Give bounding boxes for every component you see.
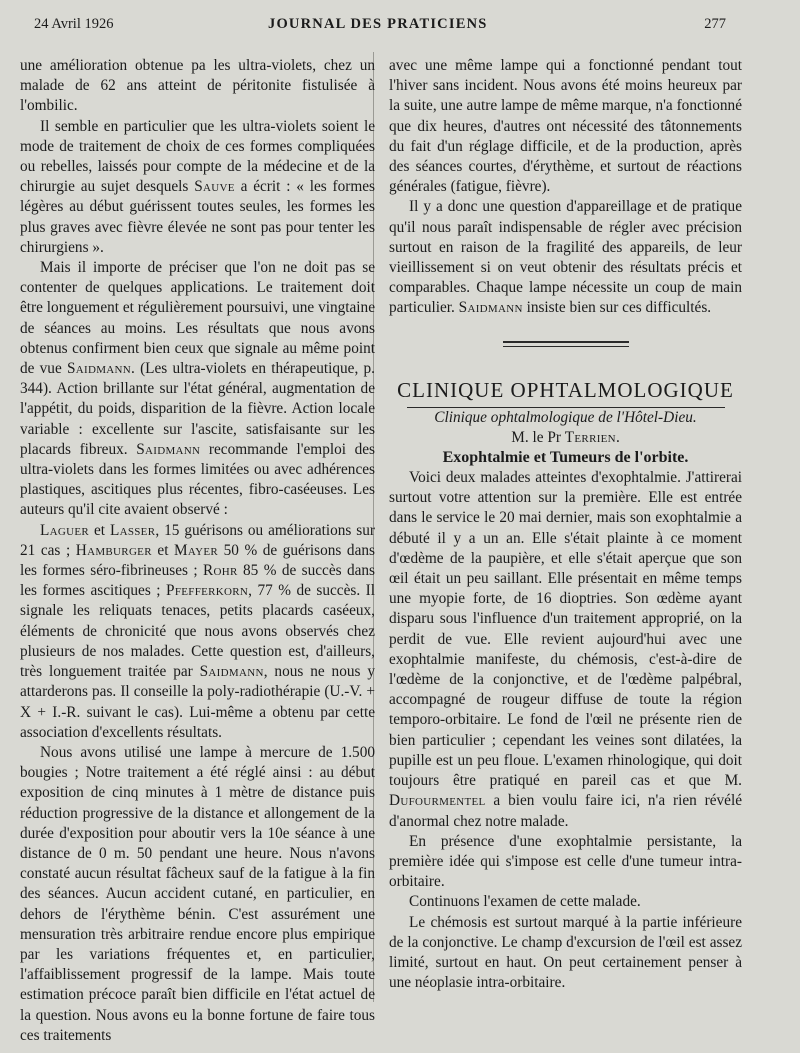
professor-line: M. le Pr Terrien. [511,428,620,446]
paragraph: En présence d'une exophtalmie persistante, la première idée qui s'impose est celle d'une tumeur intra-orbitaire. [389,832,742,891]
paragraph: Mais il importe de préciser que l'on ne doit pas se contenter de quelques applications. Le traitement doit être longuement et régulièrement poursuivi, une vingtaine de séances au moins. Les résultats que nous avons obtenus confirment bien ceux que signale au même point de vue Saidmann. (Les ultra-violets en thérapeutique, p. 344). Action brillante sur l'état général, augmentation de l'appétit, du poids, disparition de la fièvre. Action locale variable : excellente sur l'ascite, satisfaisante sur les placards fibreux. Saidmann recommande l'emploi des ultra-violets dans les formes limitées ou avec adhérences plastiques, ascitiques plus récentes, fibro-caséeuses. Les auteurs qu'il cite avaient observé : [20,259,376,519]
author-name: Pfefferkorn [166,582,249,600]
section-title: CLINIQUE OPHTALMOLOGIQUE [397,377,734,402]
author-name: Laguer [40,521,90,539]
paragraph: Il semble en particulier que les ultra-violets soient le mode de traitement de choix de ces formes compliquées ou rebelles, laissés pour compte de la médecine et de la chirurgie au sujet desquels Sauve a écrit : « les formes légères au début guérissent toutes seules, les formes les plus graves avec fièvre élevée ne sont pas pour tenter les chirurgiens ». [20,117,376,256]
page-number: 277 [704,16,726,32]
paragraph: Voici deux malades atteintes d'exophtalmie. J'attirerai surtout votre attention sur la première. Elle est entrée dans le service le 20 mai dernier, mais son exophtalmie a débuté il y a un an. Elle s'était plainte à ce moment d'œdème de la paupière, et elle s'était aperçue que son œil était un peu saillant. Elle présentait en même temps une myopie forte, de 16 dioptries. Son œdème ayant disparu sous l'influence d'un traitement approprié, on la perdit de vue. Elle revient aujourd'hui avec une exophtalmie manifeste, du chémosis, c'est-à-dire de l'œdème de la conjonctive, et de l'œdème palpébral, accompagné de rougeur diffuse de toute la région temporo-orbitaire. Le fond de l'œil ne présente rien de bien particulier ; cependant les veines sont dilatées, la pupille est un peu floue. L'examen rhinologique, qui doit toujours être pratiqué en pareil cas et que M. Dufourmentel a bien voulu faire ici, n'a rien révélé d'anormal chez notre malade. [389,469,742,830]
paragraph: une amélioration obtenue pa les ultra-violets, chez un malade de 62 ans atteint de péritonite fistulisée à l'ombilic. [20,57,375,115]
paragraph: Il y a donc une question d'appareillage et de pratique qu'il nous paraît indispensable de régler avec précision surtout en raison de la fragilité des appareils, de leur vieillissement si on veut obtenir des résultats précis et comparables. Chaque lampe nécessite un coup de main particulier. Saidmann insiste bien sur ces difficultés. [389,198,742,317]
left-column [20,56,375,1046]
paragraph: Nous avons utilisé une lampe à mercure de 1.500 bougies ; Notre traitement a été réglé ainsi : au début exposition de cinq minutes à 1 mètre de distance puis réduction progressive de la distance et allongement de la durée d'exposition pour aboutir vers la 10e séance à une distance de 0 m. 50 pendant une heure. Nous n'avons constaté aucun résultat fâcheux sauf de la fatigue à la fin des séances. Aucun accident cutané, en particulier, en dehors de l'érythème bénin. C'est assurément une mensuration très arbitraire rendue encore plus empirique par les variations fréquentes et, en particulier, l'affaiblissement progressif de la lampe. Mais toute estimation précoce paraît bien difficile en l'état actuel de la question. Nous avons eu la bonne fortune de faire tous ces traitements [20,743,375,1044]
paragraph: Continuons l'examen de cette malade. [409,893,641,911]
paragraph: Laguer et Lasser, 15 guérisons ou améliorations sur 21 cas ; Hamburger et Mayer 50 % de guérisons dans les formes séro-fibrineuses ; Rohr 85 % de succès dans les formes ascitiques ; Pfefferkorn, 77 % de succès. Il signale les reliquats tenaces, petits placards caséeux, éléments de chronicité que nous avons observés chez plusieurs de nos malades. Cette question est, d'ailleurs, très longuement traitée par Saidmann, nous ne nous y attarderons pas. Il conseille la poly-radiothérapie (U.-V. + X + I.-R. suivant le cas). Lui-même a obtenu par cette association d'excellents résultats. [20,521,376,741]
author-name: Sauve [194,178,235,196]
right-column [389,56,742,993]
clinic-line: Clinique ophtalmologique de l'Hôtel-Dieu. [434,408,697,426]
author-name: Rohr [202,562,238,580]
author-name: Mayer [174,541,219,559]
paragraph: Le chémosis est surtout marqué à la partie inférieure de la conjonctive. Le champ d'excursion de l'œil est assez limité, surtout en haut. On peut certainement penser à une néoplasie intra-orbitaire. [389,913,742,992]
journal-title: JOURNAL DES PRATICIENS [268,16,488,32]
author-name: Terrien [564,428,616,446]
author-name: Saidmann [458,299,523,317]
author-name: Hamburger [75,541,152,559]
paragraph: avec une même lampe qui a fonctionné pendant tout l'hiver sans incident. Nous avons été moins heureux par la suite, une autre lampe de même marque, n'a fonctionné que dix heures, d'autres ont nécessité des tâtonnements du fait d'un réglage difficile, et de la production, après des séances courtes, d'érythème, et surtout de réactions générales (fatigue, fièvre). [389,57,742,196]
author-name: Saidmann [199,663,264,681]
author-name: Lasser [109,521,156,539]
article-subtitle: Exophtalmie et Tumeurs de l'orbite. [442,448,689,466]
running-header [34,16,726,40]
author-name: Saidmann [66,360,132,378]
author-name: Saidmann [136,440,201,458]
section-separator [503,341,629,347]
author-name: Dufourmentel [389,792,486,810]
issue-date: 24 Avril 1926 [34,16,114,32]
